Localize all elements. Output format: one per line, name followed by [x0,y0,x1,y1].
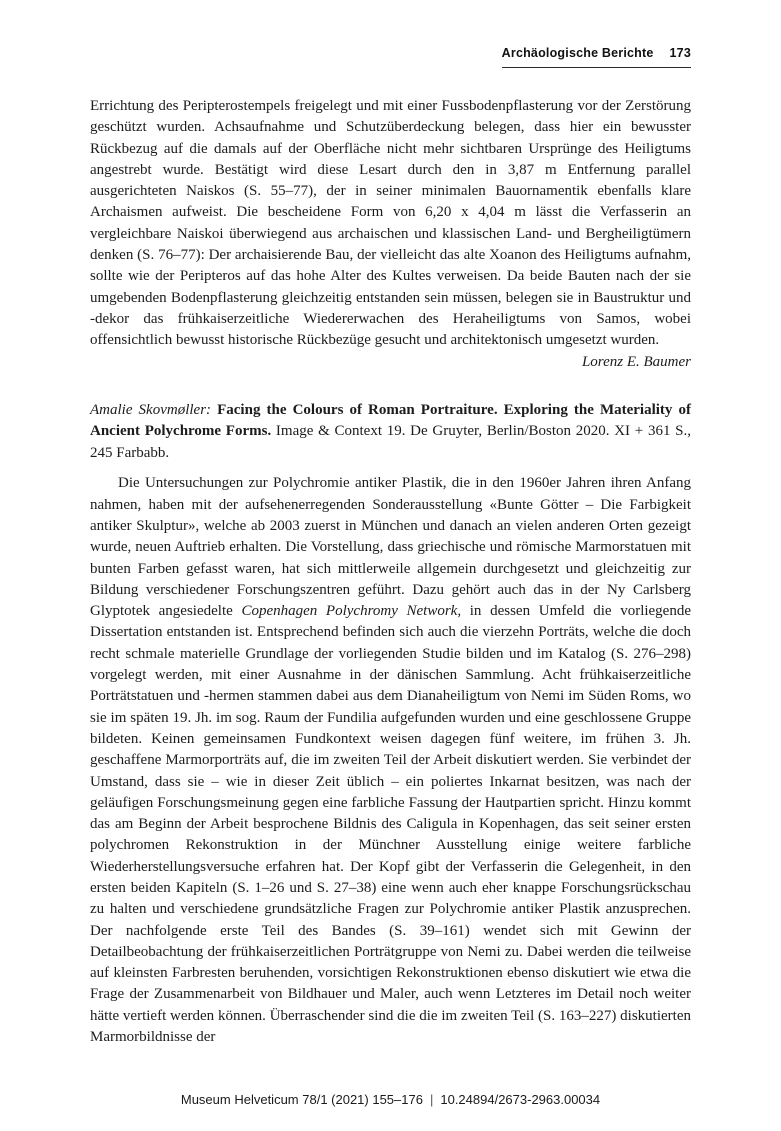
review-author: Amalie Skovmøller: [90,401,218,418]
footer-separator: | [429,1092,434,1107]
page-number: 173 [669,46,691,60]
page-footer [0,1092,781,1107]
review-title: Facing the Colours of Roman Portraiture. Exploring the Materiality of Ancient Polychrome Forms. [90,401,691,440]
review-continuation-paragraph: Errichtung des Peripterostempels freigelegt und mit einer Fussbodenpflasterung vor der Zerstörung geschützt wurden. Achsaufnahme und Schutzüberdeckung belegen, dass hier ein bewusster Rückbezug auf die damals auf der Oberfläche nicht mehr sichtbaren Ursprünge des Heiligtums angestrebt wurde. Bestätigt wird diese Lesart durch den in 3,87 m Entfernung parallel ausgerichteten Naiskos (S. 55–77), der in seiner minimalen Bauornamentik ebenfalls klare Archaismen aufweist. Die bescheidene Form von 6,20 x 4,04 m lässt die Verfasserin an vergleichbare Naiskoi überwiegend aus archaischen und klassischen Land- und Bergheiligtümern denken (S. 76–77): Der archaisierende Bau, der vielleicht das alte Xoanon des Heiligtums aufnahm, sollte wie der Peripteros auf das hohe Alter des Kultes verweisen. Da beide Bauten nach der sie umgebenden Bodenpflasterung gleichzeitig entstanden sein müssen, belegen sie in Baustruktur und -dekor das frühkaiserzeitliche Wiedererwachen des Heraheiligtums von Samos, wobei offensichtlich bewusst historische Rückbezüge gesucht und architektonisch umgesetzt wurden. [90,98,691,349]
review-body-paragraph [90,473,691,1048]
footer-journal-info: Museum Helveticum 78/1 (2021) 155–176 [180,1092,423,1107]
reviewer-signature: Lorenz E. Baumer [581,353,691,370]
running-header [90,44,691,68]
review-heading [90,400,691,465]
review-body-part2: in dessen Umfeld die vorliegende Dissertation entstanden ist. Entsprechend befinden sich auch die vierzehn Porträts, welche die doch recht schmale materielle Grundlage der vorliegenden Studie bilden und im Katalog (S. 276–298) vorgelegt werden, mit einer Ausnahme in der dänischen Sammlung. Acht frühkaiserzeitliche Porträtstatuen und -hermen stammen dabei aus dem Dianaheiligtum von Nemi im Süden Roms, wo sie im späten 19. Jh. im sog. Raum der Fundilia aufgefunden wurden und eine geschlossene Gruppe bildeten. Keinen gemeinsamen Fundkontext weisen dagegen fünf weitere, im frühen 3. Jh. geschaffene Marmorporträts auf, die im zweiten Teil der Arbeit diskutiert werden. Sie verbindet der Umstand, dass sie – wie in dieser Zeit üblich – ein poliertes Inkarnat besitzen, was nach der geläufigen Forschungsmeinung gegen eine farbliche Fassung der Hautpartien spricht. Hinzu kommt das am Beginn der Arbeit besprochene Bildnis des Caligula in Kopenhagen, das seit seiner ersten polychromen Rekonstruktion in der Münchner Ausstellung einige weitere farbliche Wiederherstellungsversuche erfahren hat. Der Kopf gibt der Verfasserin die Gelegenheit, in den ersten beiden Kapiteln (S. 1–26 und S. 27–38) eine wenn auch eher knappe Forschungsrückschau zu halten und verschiedene grundsätzliche Fragen zur Polychromie antiker Plastik anzusprechen. Der nachfolgende erste Teil des Bandes (S. 39–161) wendet sich mit Gewinn der Detailbeobachtung der frühkaiserzeitlichen Porträtgruppe von Nemi zu. Dabei werden die teilweise auf kleinsten Farbresten beruhenden, vorsichtigen Rekonstruktionen ebenso diskutiert wie etwa die Frage der Zusammenarbeit von Bildhauer und Maler, auch wenn Letzteres im Detail noch weiter hätte vertieft werden können. Überraschender sind die die im zweiten Teil (S. 163–227) diskutierten Marmorbildnisse der [90,603,691,1046]
page-content [90,96,691,1048]
running-header-rule [502,46,691,68]
review-imprint: Image & Context 19. De Gruyter, Berlin/Boston 2020. XI + 361 S., 245 Farbabb. [90,423,691,461]
review-body-italic-phrase: Copenhagen Polychromy Network, [241,603,462,620]
review-body-part1: Die Untersuchungen zur Polychromie antiker Plastik, die in den 1960er Jahren ihren Anfang nahmen, haben mit der aufsehenerregenden Sonderausstellung «Bunte Götter – Die Farbigkeit antiker Skulptur», welche ab 2003 zuerst in München und danach an vielen anderen Orten gezeigt wurde, neuen Auftrieb erhalten. Die Vorstellung, dass griechische und römische Marmorstatuen mit bunten Farben gefasst waren, hat sich mittlerweile allgemein durchgesetzt und gleichzeitig zur Bildung verschiedener Forschungszentren geführt. Dazu gehört auch das in der Ny Carlsberg Glyptotek angesiedelte [90,475,691,620]
section-title: Archäologische Berichte [501,46,654,60]
footer-doi: 10.24894/2673-2963.00034 [440,1092,601,1107]
